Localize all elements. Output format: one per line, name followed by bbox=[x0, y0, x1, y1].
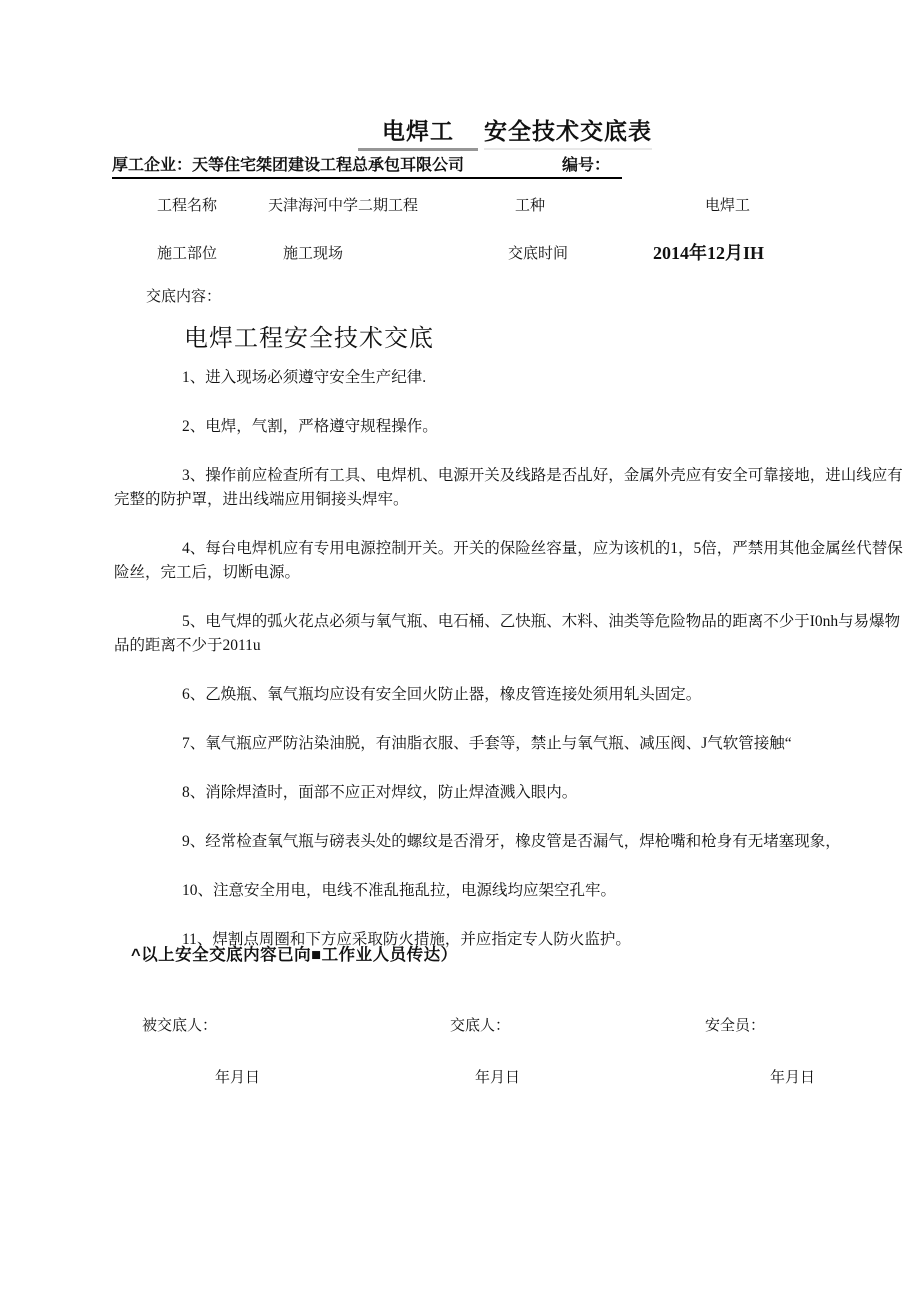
safety-officer-signature-label: 安全员： bbox=[705, 1018, 766, 1034]
content-heading: 电焊工程安全技术交底 bbox=[184, 326, 434, 352]
trade-value: 电焊工 bbox=[705, 198, 751, 214]
receiver-signature-label: 被交底人： bbox=[142, 1018, 218, 1034]
delivery-confirmation-note: ^以上安全交底内容已向■工作业人员传达） bbox=[131, 946, 458, 964]
page-title-form-name: 安全技术交底表 bbox=[484, 113, 652, 150]
disclosure-item-2: 2、电焊，气割，严格遵守规程操作。 bbox=[182, 418, 438, 435]
company-name: 天等住宅桀团建设工程总承包耳限公司 bbox=[192, 157, 465, 174]
disclosure-item-4: 4、每台电焊机应有专用电源控制开关。开关的保险丝容量，应为该机的1，5倍，严禁用其他金属丝代替保险丝，完工后，切断电源。 bbox=[114, 540, 903, 581]
page-title bbox=[358, 113, 652, 151]
disclosure-item-8: 8、消除焊渣时，面部不应正对焊纹，防止焊渣溅入眼内。 bbox=[182, 784, 578, 801]
discloser-date-placeholder: 年月日 bbox=[475, 1070, 521, 1086]
receiver-date-placeholder: 年月日 bbox=[215, 1070, 261, 1086]
disclosure-item-10: 10、注意安全用电，电线不准乱拖乱拉，电源线均应架空孔牢。 bbox=[182, 882, 617, 899]
disclosure-time-label: 交底时间 bbox=[508, 246, 569, 262]
disclosure-item-9: 9、经常检查氧气瓶与磅表头处的螺纹是否滑牙，橡皮管是否漏气，焊枪嘴和枪身有无堵塞现象， bbox=[182, 833, 841, 850]
disclosure-item-1: 1、进入现场必须遵守安全生产纪律. bbox=[182, 369, 427, 386]
disclosure-item-6: 6、乙焕瓶、氧气瓶均应设有安全回火防止器，橡皮管连接处须用轧头固定。 bbox=[182, 686, 702, 703]
location-value: 施工现场 bbox=[283, 246, 344, 262]
number-label: 编号： bbox=[562, 157, 611, 174]
location-label: 施工部位 bbox=[157, 246, 218, 262]
discloser-signature-label: 交底人： bbox=[450, 1018, 511, 1034]
safety-officer-date-placeholder: 年月日 bbox=[770, 1070, 816, 1086]
disclosure-item-5: 5、电气焊的弧火花点必须与氧气瓶、电石桶、乙快瓶、木料、油类等危险物品的距离不少于I0nh与易爆物品的距离不少于2011u bbox=[114, 613, 901, 654]
content-section-label: 交底内容： bbox=[146, 289, 222, 305]
project-name-value: 天津海河中学二期工程 bbox=[268, 198, 419, 214]
trade-label: 工种 bbox=[515, 198, 546, 214]
project-name-label: 工程名称 bbox=[157, 198, 218, 214]
disclosure-item-7: 7、氧气瓶应严防沾染油脱，有油脂衣服、手套等，禁止与氧气瓶、减压阀、J气软管接触“ bbox=[182, 735, 792, 752]
company-line bbox=[112, 152, 622, 179]
page-title-trade: 电焊工 bbox=[358, 113, 478, 151]
disclosure-items bbox=[114, 366, 908, 977]
disclosure-item-3: 3、操作前应检查所有工具、电焊机、电源开关及线路是否乩好，金属外壳应有安全可靠接地，进山线应有完整的防护罩，进出线端应用铜接头焊牢。 bbox=[114, 467, 903, 508]
disclosure-time-value: 2014年12月IH bbox=[653, 243, 765, 263]
disclosure-item-11: 11、焊割点周圈和下方应采取防火措施，并应指定专人防火监护。 bbox=[182, 931, 631, 948]
company-label: 厚工企业： bbox=[112, 157, 193, 174]
